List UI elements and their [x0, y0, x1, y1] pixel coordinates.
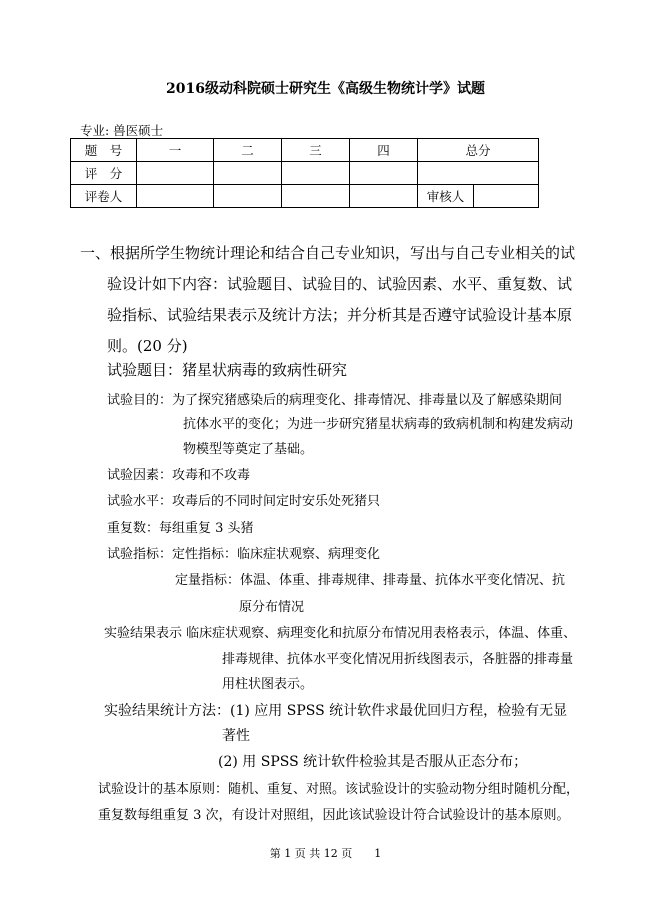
answer-result-line: 实验结果表示 临床症状观察、病理变化和抗原分布情况用表格表示，体温、体重、	[104, 626, 577, 641]
score-header-cell: 总分	[418, 139, 539, 162]
score-header-cell: 三	[282, 139, 350, 162]
answer-level: 试验水平：攻毒后的不同时间定时安乐处死猪只	[107, 494, 381, 509]
score-row-label: 评 分	[71, 162, 137, 185]
answer-repeat: 重复数：每组重复 3 头猪	[107, 521, 254, 536]
answer-index-quality: 试验指标：定性指标：临床症状观察、病理变化	[107, 547, 381, 562]
score-table-score-row	[71, 162, 539, 185]
score-cell	[282, 162, 350, 185]
score-header-cell: 一	[137, 139, 214, 162]
answer-topic: 试验题目：猪星状病毒的致病性研究	[107, 361, 348, 379]
question-1-text	[80, 238, 575, 362]
reviewer-label: 审核人	[418, 185, 474, 208]
page-title: 2016级动科院硕士研究生《高级生物统计学》试题	[166, 81, 485, 97]
score-header-cell: 题 号	[71, 139, 137, 162]
grader-cell	[282, 185, 350, 208]
score-cell	[418, 162, 539, 185]
question-line: 验设计如下内容：试验题目、试验目的、试验因素、水平、重复数、试	[107, 275, 573, 293]
score-cell	[137, 162, 214, 185]
grader-cell	[137, 185, 214, 208]
major-label: 专业: 兽医硕士	[80, 123, 164, 138]
page-footer: 第 1 页 共 12 页 1	[269, 847, 382, 860]
answer-factor: 试验因素：攻毒和不攻毒	[107, 468, 251, 483]
score-cell	[214, 162, 282, 185]
score-cell	[350, 162, 418, 185]
grader-cell	[350, 185, 418, 208]
answer-principle-line: 重复数每组重复 3 次，有设计对照组，因此该试验设计符合试验设计的基本原则。	[98, 808, 570, 823]
score-header-cell: 四	[350, 139, 418, 162]
answer-purpose-line: 试验目的：为了探究猪感染后的病理变化、排毒情况、排毒量以及了解感染期间	[107, 393, 563, 408]
score-table-header-row	[71, 139, 539, 162]
answer-stat-line: (2) 用 SPSS 统计软件检验其是否服从正态分布；	[218, 754, 528, 770]
grader-cell	[214, 185, 282, 208]
score-table-grader-row	[71, 185, 539, 208]
answer-stat-line: 实验结果统计方法：(1) 应用 SPSS 统计软件求最优回归方程，检验有无显	[104, 703, 568, 719]
answer-result-line: 用柱状图表示。	[222, 677, 314, 692]
answer-purpose-line: 抗体水平的变化；为进一步研究猪星状病毒的致病机制和构建发病动	[183, 417, 574, 432]
answer-index-quant: 原分布情况	[239, 600, 305, 615]
answer-purpose-line: 物模型等奠定了基础。	[183, 442, 314, 457]
answer-principle-line: 试验设计的基本原则：随机、重复、对照。该试验设计的实验动物分组时随机分配，	[98, 782, 580, 797]
score-header-cell: 二	[214, 139, 282, 162]
score-table	[70, 138, 539, 208]
question-line: 一、根据所学生物统计理论和结合自己专业知识，写出与自己专业相关的试	[80, 244, 576, 262]
grader-row-label: 评卷人	[71, 185, 137, 208]
question-line: 则。(20 分)	[107, 337, 188, 355]
answer-stat-line: 著性	[222, 728, 250, 744]
answer-result-line: 排毒规律、抗体水平变化情况用折线图表示，各脏器的排毒量	[222, 652, 574, 667]
question-line: 验指标、试验结果表示及统计方法；并分析其是否遵守试验设计基本原	[107, 306, 573, 324]
reviewer-cell	[474, 185, 539, 208]
answer-index-quant: 定量指标：体温、体重、排毒规律、排毒量、抗体水平变化情况、抗	[175, 573, 566, 588]
